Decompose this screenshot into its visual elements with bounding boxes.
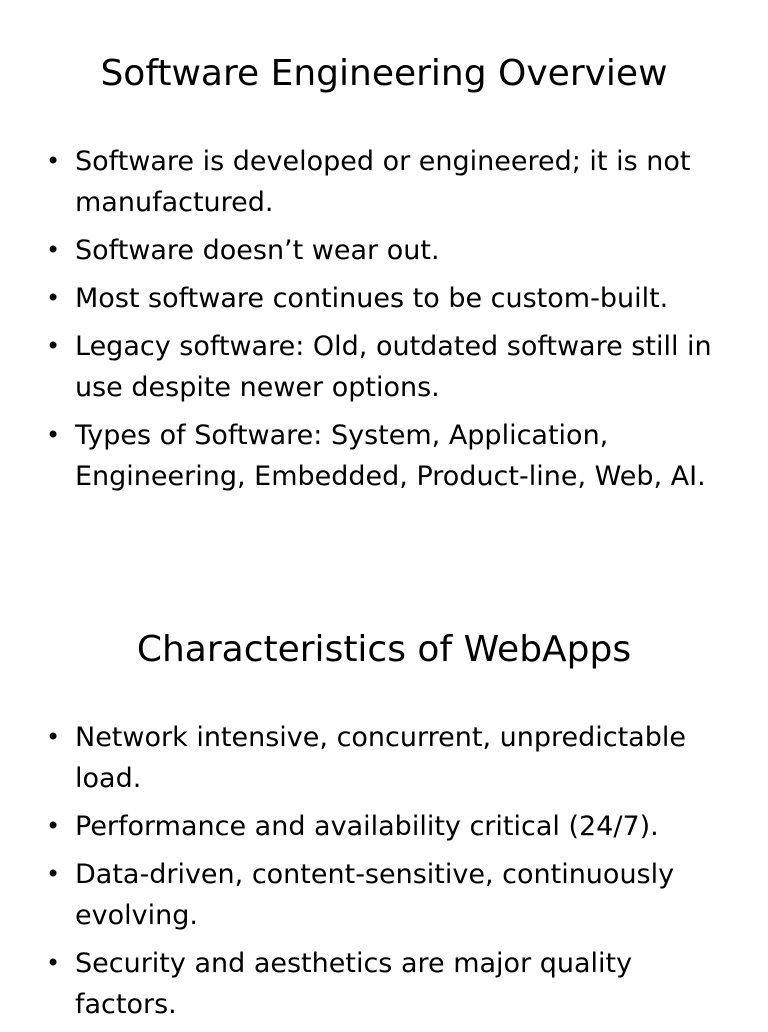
list-item-text: Software doesn’t wear out.	[75, 235, 440, 266]
list-item	[0, 854, 768, 936]
slide-characteristics-of-webapps	[0, 576, 768, 1024]
list-item	[0, 278, 768, 319]
list-item-text: Data-driven, content-sensitive, continuously evolving.	[75, 859, 675, 931]
list-item	[0, 717, 768, 799]
bullet-icon: •	[46, 332, 61, 360]
bullet-list	[0, 141, 768, 504]
list-item-text: Security and aesthetics are major quality factors.	[75, 948, 633, 1020]
list-item	[0, 806, 768, 847]
list-item-text: Types of Software: System, Application, Engineering, Embedded, Product-line, Web, AI.	[75, 420, 706, 492]
bullet-list	[0, 717, 768, 1032]
bullet-icon: •	[46, 723, 61, 751]
list-item-text: Performance and availability critical (24/7).	[75, 811, 659, 842]
list-item	[0, 415, 768, 497]
slide-title: Characteristics of WebApps	[136, 629, 632, 670]
bullet-icon: •	[46, 860, 61, 888]
bullet-icon: •	[46, 949, 61, 977]
list-item	[0, 943, 768, 1025]
bullet-icon: •	[46, 236, 61, 264]
bullet-icon: •	[46, 812, 61, 840]
list-item-text: Legacy software: Old, outdated software still in use despite newer options.	[75, 331, 712, 403]
list-item	[0, 141, 768, 223]
list-item	[0, 230, 768, 271]
slide-title: Software Engineering Overview	[100, 53, 668, 94]
list-item	[0, 326, 768, 408]
bullet-icon: •	[46, 421, 61, 449]
bullet-icon: •	[46, 147, 61, 175]
list-item-text: Software is developed or engineered; it is not manufactured.	[75, 146, 691, 218]
list-item-text: Most software continues to be custom-built.	[75, 283, 669, 314]
list-item-text: Network intensive, concurrent, unpredictable load.	[75, 722, 686, 794]
bullet-icon: •	[46, 284, 61, 312]
